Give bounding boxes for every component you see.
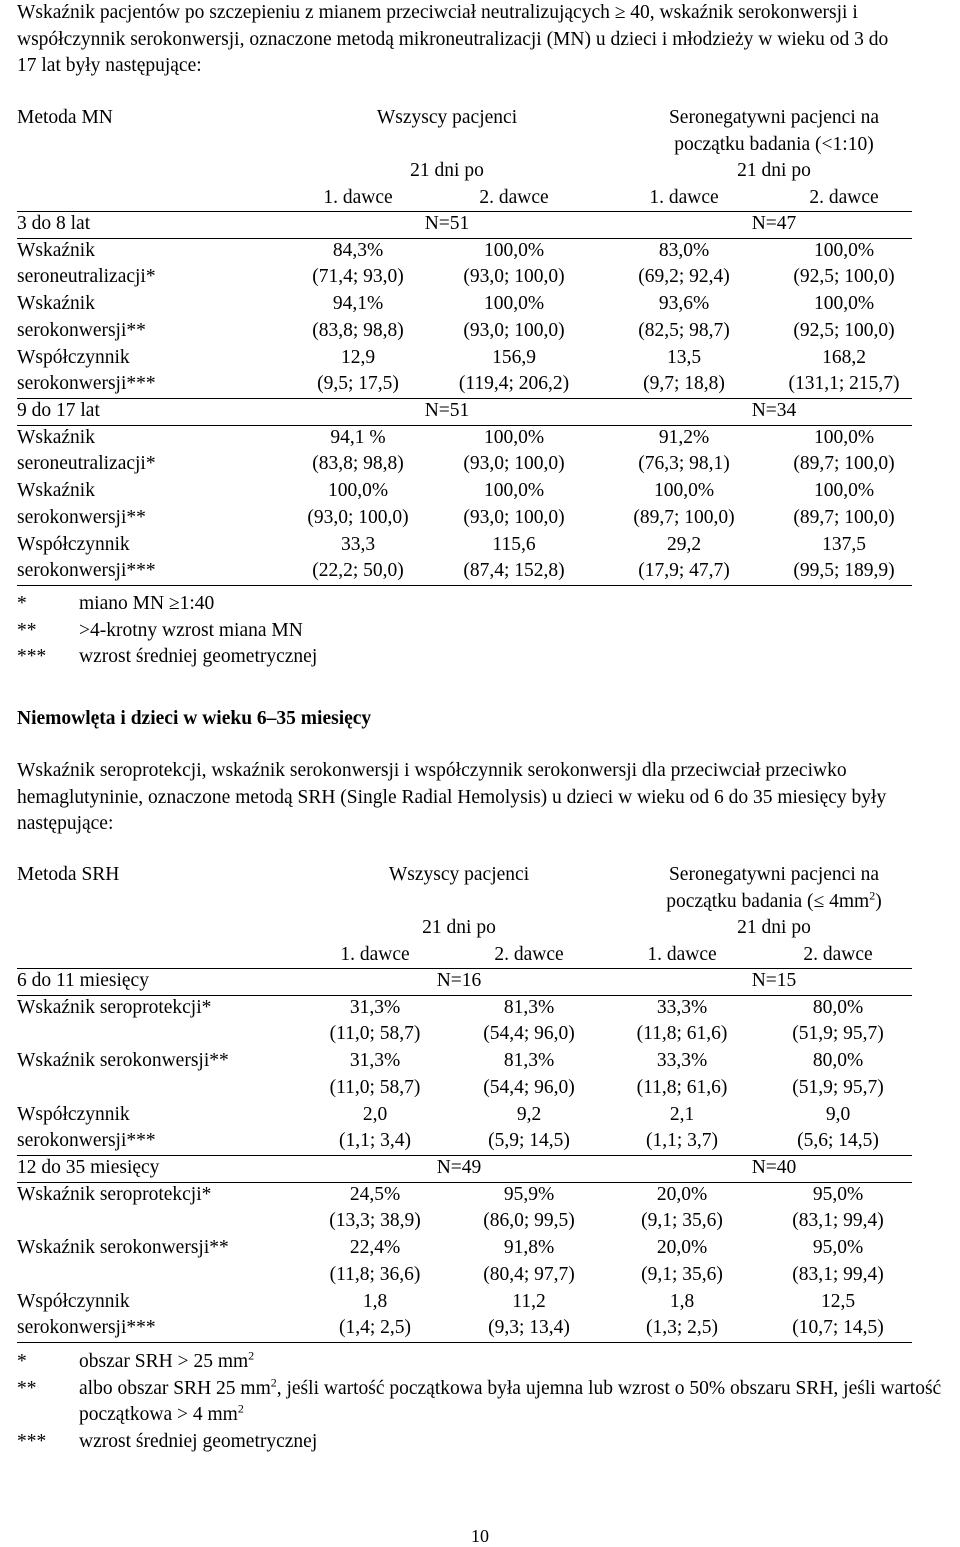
mn-header-row-4 xyxy=(17,185,912,212)
row-label: Współczynnik xyxy=(17,533,130,555)
srh-group-seroneg-close: ) xyxy=(875,890,882,912)
cell-value: 83,0% xyxy=(658,239,710,261)
table-row xyxy=(17,238,912,265)
cell-value: 100,0% xyxy=(483,293,545,314)
cell-value: 81,3% xyxy=(503,1050,555,1071)
footnote-mark: * xyxy=(17,1351,27,1372)
table-row xyxy=(17,1102,912,1129)
srh-dose2-all: 2. dawce xyxy=(494,943,564,965)
srh-table xyxy=(17,862,912,1338)
srh-dose1-all: 1. dawce xyxy=(340,943,410,965)
age-group-label: 12 do 35 miesięcy xyxy=(17,1157,160,1178)
cell-ci: (99,5; 189,9) xyxy=(793,560,895,581)
mn-dose2-all: 2. dawce xyxy=(479,186,549,208)
cell-ci: (83,1; 99,4) xyxy=(792,1263,884,1285)
footnote-text-part: albo obszar SRH 25 mm xyxy=(79,1377,271,1399)
footnote-mark: *** xyxy=(17,1430,47,1452)
cell-ci: (51,9; 95,7) xyxy=(792,1076,884,1098)
cell-value: 95,9% xyxy=(503,1183,555,1205)
mn-group-all: Wszyscy pacjenci xyxy=(376,107,518,128)
cell-value: 137,5 xyxy=(822,533,866,555)
cell-value: 100,0% xyxy=(653,480,715,501)
cell-value: 156,9 xyxy=(492,346,536,368)
row-label-cont: serokonwersji*** xyxy=(17,560,156,581)
row-label: Współczynnik xyxy=(17,346,130,368)
cell-value: 31,3% xyxy=(349,1050,401,1071)
cell-value: 20,0% xyxy=(656,1237,708,1258)
row-label: Wskaźnik xyxy=(17,239,95,261)
cell-ci: (51,9; 95,7) xyxy=(792,1023,884,1044)
cell-value: 93,6% xyxy=(658,293,710,314)
srh-group-seroneg-cont xyxy=(666,889,881,916)
cell-value: 9,0 xyxy=(825,1103,851,1125)
row-label: Współczynnik xyxy=(17,1290,130,1312)
cell-ci: (11,8; 61,6) xyxy=(636,1023,728,1044)
table-rule xyxy=(17,585,912,586)
footnote-mark: *** xyxy=(17,646,47,667)
srh-footnotes xyxy=(17,1349,957,1455)
cell-ci: (5,9; 14,5) xyxy=(488,1130,570,1151)
table-row-ci xyxy=(17,1208,912,1235)
cell-value: 12,5 xyxy=(820,1290,856,1312)
srh-group-seroneg: Seronegatywni pacjenci na xyxy=(668,864,880,885)
srh-footnote-2 xyxy=(17,1376,957,1429)
cell-ci: (89,7; 100,0) xyxy=(633,506,735,528)
cell-value: 12,9 xyxy=(340,346,376,368)
intro-paragraph: Wskaźnik pacjentów po szczepieniu z mianem przeciwciał neutralizujących ≥ 40, wskaźnik serokonwersji i współczynnik serokonwersji, oznaczone metodą mikroneutralizacji (MN) u dzieci i młodzieży w wieku od 3 do 17 lat były następujące: xyxy=(17,2,889,76)
cell-value: 2,0 xyxy=(362,1103,388,1125)
cell-ci: (93,0; 100,0) xyxy=(463,319,565,341)
row-label-cont: seroneutralizacji* xyxy=(17,266,156,287)
n-seroneg: N=47 xyxy=(751,213,797,234)
row-label: Wskaźnik xyxy=(17,293,95,314)
table-rule xyxy=(17,1342,912,1343)
cell-value: 33,3 xyxy=(340,533,376,555)
mn-dose2-seroneg: 2. dawce xyxy=(809,186,879,208)
n-all: N=16 xyxy=(436,970,482,991)
cell-value: 100,0% xyxy=(483,426,545,448)
cell-ci: (83,8; 98,8) xyxy=(312,453,404,474)
row-label-cont: serokonwersji*** xyxy=(17,1317,156,1338)
cell-ci: (9,3; 13,4) xyxy=(488,1317,570,1338)
cell-value: 100,0% xyxy=(813,239,875,261)
n-seroneg: N=34 xyxy=(751,400,797,421)
cell-value: 2,1 xyxy=(669,1103,695,1125)
cell-value: 115,6 xyxy=(492,533,536,555)
cell-value: 91,2% xyxy=(658,426,710,448)
cell-ci: (69,2; 92,4) xyxy=(638,266,730,287)
table-row xyxy=(17,532,912,559)
cell-ci: (83,8; 98,8) xyxy=(312,319,404,341)
footnote-text xyxy=(79,1376,957,1429)
cell-value: 100,0% xyxy=(327,480,389,501)
cell-ci: (9,5; 17,5) xyxy=(317,373,399,394)
cell-ci: (92,5; 100,0) xyxy=(793,319,895,341)
section2-intro-paragraph: Wskaźnik seroprotekcji, wskaźnik serokonwersji i współczynnik serokonwersji dla przeciwciał przeciwko hemaglutyninie, oznaczone metodą SRH (Single Radial Hemolysis) u dzieci w wieku od 6 do 35 miesięcy były następujące: xyxy=(17,760,887,834)
n-seroneg: N=15 xyxy=(751,970,797,991)
table-row xyxy=(17,1235,912,1262)
age-group-row xyxy=(17,398,912,425)
cell-value: 168,2 xyxy=(822,346,866,368)
footnote-text-part: obszar SRH > 25 mm xyxy=(79,1351,249,1372)
srh-header-row-3 xyxy=(17,915,912,942)
superscript: 2 xyxy=(248,1348,255,1363)
cell-ci: (10,7; 14,5) xyxy=(792,1317,884,1338)
cell-value: 94,1 % xyxy=(330,426,386,448)
srh-footnote-3 xyxy=(17,1429,957,1456)
cell-ci: (11,8; 36,6) xyxy=(329,1263,421,1285)
table-row xyxy=(17,425,912,452)
cell-ci: (1,4; 2,5) xyxy=(338,1317,412,1338)
footnote-mark: ** xyxy=(17,1377,37,1399)
cell-ci: (5,6; 14,5) xyxy=(797,1130,879,1151)
cell-ci: (80,4; 97,7) xyxy=(483,1263,575,1285)
table-row-ci xyxy=(17,558,912,585)
cell-ci: (9,1; 35,6) xyxy=(641,1210,723,1231)
mn-group-seroneg-cont: początku badania (<1:10) xyxy=(674,133,874,155)
row-label: Wskaźnik xyxy=(17,426,95,448)
cell-value: 84,3% xyxy=(332,239,384,261)
footnote-mark: * xyxy=(17,593,27,614)
footnote-text xyxy=(79,1349,254,1376)
table-row-ci xyxy=(17,1315,912,1342)
cell-value: 80,0% xyxy=(812,996,864,1018)
footnote-text: wzrost średniej geometrycznej xyxy=(79,646,318,667)
cell-value: 22,4% xyxy=(349,1237,401,1258)
table-row-ci xyxy=(17,1021,912,1048)
age-group-label: 9 do 17 lat xyxy=(17,400,100,421)
cell-value: 1,8 xyxy=(669,1290,695,1312)
mn-footnote-3 xyxy=(17,644,912,671)
table-row xyxy=(17,1048,912,1075)
cell-ci: (119,4; 206,2) xyxy=(458,373,570,394)
table-row xyxy=(17,1182,912,1209)
cell-ci: (87,4; 152,8) xyxy=(463,560,565,581)
cell-value: 1,8 xyxy=(362,1290,388,1312)
superscript: 2 xyxy=(270,1375,277,1389)
n-seroneg: N=40 xyxy=(751,1157,797,1178)
cell-ci: (54,4; 96,0) xyxy=(483,1076,575,1098)
row-label: Wskaźnik seroprotekcji* xyxy=(17,996,212,1018)
mn-footnotes xyxy=(17,591,912,671)
cell-ci: (86,0; 99,5) xyxy=(483,1210,575,1231)
section-heading: Niemowlęta i dzieci w wieku 6–35 miesięcy xyxy=(17,708,372,729)
row-label: Wskaźnik serokonwersji** xyxy=(17,1237,229,1258)
srh-header-row-1 xyxy=(17,862,912,889)
srh-header-row-2 xyxy=(17,889,912,916)
age-group-label: 3 do 8 lat xyxy=(17,213,91,234)
cell-value: 33,3% xyxy=(656,996,708,1018)
footnote-text-part: , jeśli wartość początkowa była ujemna lub wzrost o 50% obszaru SRH, jeśli wartość początkowa > 4 mm xyxy=(79,1377,942,1425)
cell-ci: (82,5; 98,7) xyxy=(638,319,730,341)
cell-value: 11,2 xyxy=(512,1290,546,1312)
age-group-label: 6 do 11 miesięcy xyxy=(17,970,149,991)
mn-footnote-1 xyxy=(17,591,912,618)
table-row xyxy=(17,1289,912,1316)
table-row xyxy=(17,291,912,318)
cell-value: 95,0% xyxy=(812,1237,864,1258)
age-group-row xyxy=(17,1155,912,1182)
cell-ci: (131,1; 215,7) xyxy=(788,373,900,394)
cell-value: 13,5 xyxy=(666,346,702,368)
cell-ci: (89,7; 100,0) xyxy=(793,506,895,528)
cell-value: 9,2 xyxy=(516,1103,542,1125)
cell-ci: (11,0; 58,7) xyxy=(329,1023,421,1044)
cell-value: 100,0% xyxy=(813,426,875,448)
cell-value: 100,0% xyxy=(483,239,545,261)
cell-value: 20,0% xyxy=(656,1183,708,1205)
cell-ci: (93,0; 100,0) xyxy=(463,453,565,474)
cell-ci: (11,0; 58,7) xyxy=(329,1076,421,1098)
table-row-ci xyxy=(17,1262,912,1289)
srh-header-row-4 xyxy=(17,942,912,969)
srh-group-all: Wszyscy pacjenci xyxy=(388,864,530,885)
cell-ci: (83,1; 99,4) xyxy=(792,1210,884,1231)
row-label-cont: serokonwersji*** xyxy=(17,1130,156,1151)
srh-days-label-seroneg: 21 dni po xyxy=(737,917,811,938)
cell-value: 81,3% xyxy=(503,996,555,1018)
page-number: 10 xyxy=(471,1526,489,1546)
table-row xyxy=(17,995,912,1022)
cell-value: 100,0% xyxy=(813,480,875,501)
table-row-ci xyxy=(17,505,912,532)
cell-value: 100,0% xyxy=(813,293,875,314)
cell-ci: (93,0; 100,0) xyxy=(463,506,565,528)
mn-dose1-seroneg: 1. dawce xyxy=(649,186,719,208)
mn-group-seroneg: Seronegatywni pacjenci na xyxy=(668,107,880,128)
mn-method-label: Metoda MN xyxy=(17,107,113,128)
row-label-cont: serokonwersji** xyxy=(17,506,146,528)
cell-ci: (92,5; 100,0) xyxy=(793,266,895,287)
cell-value: 94,1% xyxy=(332,293,384,314)
srh-days-label-all: 21 dni po xyxy=(422,917,496,938)
cell-ci: (93,0; 100,0) xyxy=(463,266,565,287)
footnote-text: wzrost średniej geometrycznej xyxy=(79,1430,318,1452)
cell-ci: (1,1; 3,7) xyxy=(645,1130,719,1151)
row-label: Wskaźnik seroprotekcji* xyxy=(17,1183,212,1205)
mn-header-row-2 xyxy=(17,132,912,159)
table-row-ci xyxy=(17,371,912,398)
cell-value: 95,0% xyxy=(812,1183,864,1205)
n-all: N=49 xyxy=(436,1157,482,1178)
footnote-mark: ** xyxy=(17,619,37,641)
cell-ci: (17,9; 47,7) xyxy=(638,560,730,581)
row-label: Wskaźnik serokonwersji** xyxy=(17,1050,229,1071)
table-row-ci xyxy=(17,264,912,291)
mn-header-row-3 xyxy=(17,158,912,185)
table-row xyxy=(17,478,912,505)
cell-value: 33,3% xyxy=(656,1050,708,1071)
table-row-ci xyxy=(17,1128,912,1155)
cell-value: 100,0% xyxy=(483,480,545,501)
cell-value: 31,3% xyxy=(349,996,401,1018)
superscript: 2 xyxy=(237,1401,244,1416)
cell-value: 80,0% xyxy=(812,1050,864,1071)
cell-ci: (71,4; 93,0) xyxy=(312,266,404,287)
cell-ci: (11,8; 61,6) xyxy=(636,1076,728,1098)
srh-group-seroneg-text: początku badania (≤ 4mm xyxy=(666,890,870,912)
age-group-row xyxy=(17,968,912,995)
cell-value: 29,2 xyxy=(666,533,702,555)
cell-ci: (54,4; 96,0) xyxy=(483,1023,575,1044)
mn-days-label-all: 21 dni po xyxy=(410,160,484,181)
table-row xyxy=(17,345,912,372)
table-row-ci xyxy=(17,451,912,478)
row-label-cont: serokonwersji** xyxy=(17,319,146,341)
row-label-cont: serokonwersji*** xyxy=(17,373,156,394)
superscript: 2 xyxy=(869,888,876,902)
cell-ci: (76,3; 98,1) xyxy=(638,453,730,474)
mn-dose1-all: 1. dawce xyxy=(323,186,393,208)
row-label: Współczynnik xyxy=(17,1103,130,1125)
mn-table xyxy=(17,105,912,581)
cell-ci: (9,1; 35,6) xyxy=(641,1263,723,1285)
srh-method-label: Metoda SRH xyxy=(17,864,120,885)
cell-ci: (22,2; 50,0) xyxy=(312,560,404,581)
footnote-text: miano MN ≥1:40 xyxy=(79,593,215,614)
n-all: N=51 xyxy=(424,213,470,234)
cell-ci: (13,3; 38,9) xyxy=(329,1210,421,1231)
row-label-cont: seroneutralizacji* xyxy=(17,453,156,474)
srh-dose1-seroneg: 1. dawce xyxy=(647,943,717,965)
srh-dose2-seroneg: 2. dawce xyxy=(803,943,873,965)
mn-footnote-2 xyxy=(17,618,912,645)
cell-value: 24,5% xyxy=(349,1183,401,1205)
footnote-text: >4-krotny wzrost miana MN xyxy=(79,619,303,641)
mn-days-label-seroneg: 21 dni po xyxy=(737,160,811,181)
cell-ci: (1,1; 3,4) xyxy=(338,1130,412,1151)
srh-footnote-1 xyxy=(17,1349,957,1376)
cell-value: 91,8% xyxy=(503,1237,555,1258)
cell-ci: (1,3; 2,5) xyxy=(645,1317,719,1338)
table-row-ci xyxy=(17,1075,912,1102)
n-all: N=51 xyxy=(424,400,470,421)
cell-ci: (93,0; 100,0) xyxy=(307,506,409,528)
age-group-row xyxy=(17,211,912,238)
cell-ci: (89,7; 100,0) xyxy=(793,453,895,474)
cell-ci: (9,7; 18,8) xyxy=(643,373,725,394)
table-row-ci xyxy=(17,318,912,345)
mn-header-row-1 xyxy=(17,105,912,132)
row-label: Wskaźnik xyxy=(17,480,95,501)
